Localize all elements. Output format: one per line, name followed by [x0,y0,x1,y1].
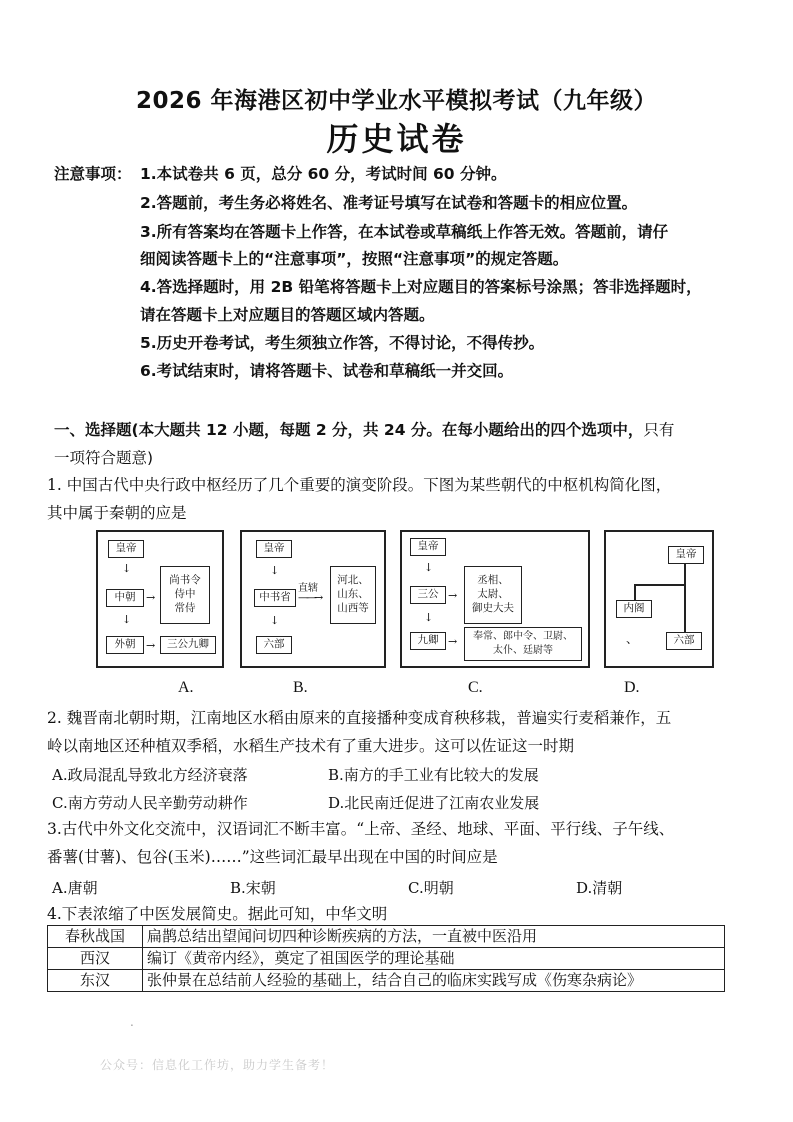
notice-item-5: 5.历史开卷考试，考生须独立作答，不得讨论，不得传抄。 [140,334,545,352]
down-arrow-icon: ↓ [122,613,132,626]
down-arrow-icon: ↓ [122,562,132,575]
q2-stem-line2: 岭以南地区还种植双季稻，水稻生产技术有了重大进步。这可以佐证这一时期 [47,737,575,755]
q2-option-c: C.南方劳动人民辛勤劳动耕作 [52,794,248,812]
table-row [48,948,725,970]
q2-option-d: D.北民南迁促进了江南农业发展 [328,794,540,812]
table-cell-era: 东汉 [48,970,143,992]
diagram-d-cabinet: 内阁 [616,600,652,618]
diagram-a-outer-court: 外朝 [106,636,144,654]
q3-option-c: C.明朝 [408,879,454,897]
notice-item-1: 1.本试卷共 6 页，总分 60 分，考试时间 60 分钟。 [140,165,507,183]
connector-line [634,584,636,600]
table-cell-text: 张仲景在总结前人经验的基础上，结合自己的临床实践写成《伤寒杂病论》 [143,970,725,992]
subject-title: 历史试卷 [326,120,467,158]
table-cell-era: 春秋战国 [48,926,143,948]
diagram-b-label: B. [293,679,308,696]
diagram-a-inner-court: 中朝 [106,589,144,607]
diagram-b-arrow-text: 直辖 [298,583,318,594]
official-3: 常侍 [174,602,196,614]
down-arrow-icon: ↓ [424,561,434,574]
official-2: 侍中 [174,588,196,600]
diagram-d-emperor: 皇帝 [668,546,704,564]
down-arrow-icon: ↓ [424,611,434,624]
notice-item-4-cont: 请在答题卡上对应题目的答题区域内答题。 [140,306,435,324]
q3-stem-line1: 3.古代中外文化交流中，汉语词汇不断丰富。“上帝、圣经、地球、平面、平行线、子午线、 [47,820,675,838]
stray-dot: . [130,1015,134,1029]
right-arrow-icon: → [448,635,458,648]
q2-option-b: B.南方的手工业有比较大的发展 [328,766,539,784]
official-1: 尚书令 [169,574,201,586]
member-2: 太尉、 [477,588,509,600]
notice-label: 注意事项： [54,165,132,183]
diagram-b-secretariat: 中书省 [254,589,296,607]
diagram-b-regions [330,566,376,624]
diagram-b-emperor: 皇帝 [256,540,292,558]
diagram-a-three-nine: 三公九卿 [160,636,216,654]
table-row [48,970,725,992]
diagram-c-nine-members [464,627,582,661]
q3-stem-line2: 番薯(甘薯)、包谷(玉米)……”这些词汇最早出现在中国的时间应是 [47,848,498,866]
q3-option-a: A.唐朝 [52,879,98,897]
region-3: 山西等 [337,602,369,614]
q4-history-table [47,925,725,992]
table-cell-text: 扁鹊总结出望闻问切四种诊断疾病的方法，一直被中医沿用 [143,926,725,948]
q3-option-d: D.清朝 [576,879,623,897]
diagram-c-label: C. [468,679,483,696]
diagram-d-separator: 、 [626,632,639,646]
table-cell-text: 编订《黄帝内经》，奠定了祖国医学的理论基础 [143,948,725,970]
down-arrow-icon: ↓ [270,614,280,627]
right-arrow-icon: → [448,589,458,602]
notice-item-4: 4.答选择题时，用 2B 铅笔将答题卡上对应题目的答案标号涂黑；答非选择题时， [140,278,702,296]
diagram-a-officials [160,566,210,624]
q4-stem: 4.下表浓缩了中医发展简史。据此可知，中华文明 [47,905,388,923]
connector-line [634,584,684,586]
diagram-c-three-dukes: 三公 [410,586,446,604]
diagram-a-label: A. [178,679,194,696]
table-cell-era: 西汉 [48,948,143,970]
diagram-a [96,530,224,668]
watermark-text: 公众号：信息化工作坊，助力学生备考！ [100,1058,335,1072]
q1-stem-line1: 1. 中国古代中央行政中枢经历了几个重要的演变阶段。下图为某些朝代的中枢机构简化图， [47,476,672,494]
nine-members-line-2: 太仆、廷尉等 [493,645,553,656]
down-arrow-icon: ↓ [270,564,280,577]
q1-stem-line2: 其中属于秦朝的应是 [47,504,187,522]
member-3: 御史大夫 [472,602,514,614]
diagram-d-label: D. [624,679,640,696]
diagram-d-ministries: 六部 [666,632,702,650]
exam-title: 2026 年海港区初中学业水平模拟考试（九年级） [135,88,658,114]
section-heading-line2: 一项符合题意) [54,449,154,467]
q2-stem-line1: 2. 魏晋南北朝时期，江南地区水稻由原来的直接播种变成育秧移栽，普遍实行麦稻兼作，五 [47,709,672,727]
diagram-c [400,530,590,668]
notice-item-2: 2.答题前，考生务必将姓名、准考证号填写在试卷和答题卡的相应位置。 [140,194,638,212]
section-heading [54,418,754,440]
right-arrow-icon: → [146,591,156,604]
diagram-b [240,530,386,668]
q2-option-a: A.政局混乱导致北方经济衰落 [52,766,248,784]
notice-item-6: 6.考试结束时，请将答题卡、试卷和草稿纸一并交回。 [140,362,514,380]
diagram-c-emperor: 皇帝 [410,538,446,556]
member-1: 丞相、 [477,574,509,586]
region-1: 河北、 [337,574,369,586]
q3-option-b: B.宋朝 [230,879,276,897]
notice-item-3-cont: 细阅读答题卡上的“注意事项”，按照“注意事项”的规定答题。 [140,250,569,268]
connector-line [684,564,686,632]
diagram-d [604,530,714,668]
region-2: 山东、 [337,588,369,600]
right-arrow-icon: → [146,639,156,652]
section-heading-tail: 只有 [643,421,675,439]
table-row [48,926,725,948]
section-heading-bold: 一、选择题(本大题共 12 小题，每题 2 分，共 24 分。在每小题给出的四个选项中， [54,421,644,439]
notice-item-3: 3.所有答案均在答题卡上作答，在本试卷或草稿纸上作答无效。答题前，请仔 [140,223,669,241]
nine-members-line-1: 奉常、郎中令、卫尉、 [473,631,573,642]
diagram-b-ministries: 六部 [256,636,292,654]
right-arrow-icon: ——→ [298,591,321,604]
diagram-c-nine-ministers: 九卿 [410,632,446,650]
diagram-c-three-members [464,566,522,624]
diagram-a-emperor: 皇帝 [108,540,144,558]
